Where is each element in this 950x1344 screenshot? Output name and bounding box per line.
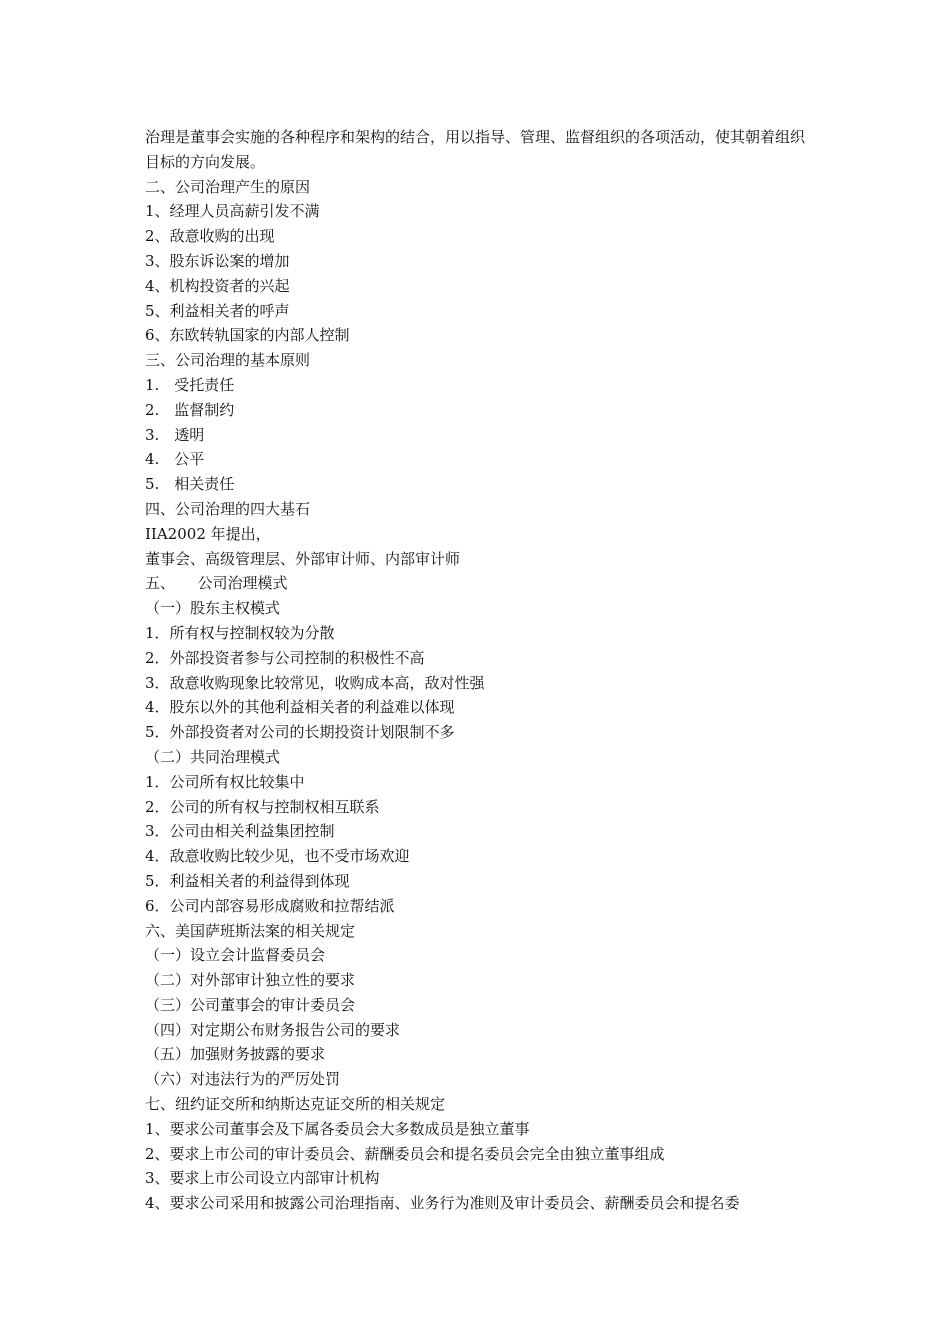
list-item: 6．公司内部容易形成腐败和拉帮结派	[145, 896, 395, 915]
section-heading: 二、公司治理产生的原因	[145, 177, 311, 196]
list-item: 5．利益相关者的利益得到体现	[145, 871, 350, 890]
list-item: 2、要求上市公司的审计委员会、薪酬委员会和提名委员会完全由独立董事组成	[145, 1144, 665, 1163]
list-item: 3、要求上市公司设立内部审计机构	[145, 1169, 380, 1188]
subsection-heading: （二）共同治理模式	[145, 747, 281, 766]
list-item: 2. 监督制约	[145, 400, 235, 419]
section-heading: 六、美国萨班斯法案的相关规定	[145, 921, 356, 940]
document-body	[145, 125, 810, 1216]
subsection-item: （四）对定期公布财务报告公司的要求	[145, 1020, 401, 1039]
list-item: 4. 公平	[145, 450, 205, 469]
subsection-item: （一）设立会计监督委员会	[145, 946, 326, 965]
list-item: 2、敌意收购的出现	[145, 227, 275, 246]
list-item: 2．公司的所有权与控制权相互联系	[145, 797, 380, 816]
list-item: 3．敌意收购现象比较常见，收购成本高，敌对性强	[145, 673, 485, 692]
subsection-item: （六）对违法行为的严厉处罚	[145, 1070, 341, 1089]
text-line: IIA2002 年提出，	[145, 524, 271, 543]
list-item: 1、要求公司董事会及下属各委员会大多数成员是独立董事	[145, 1119, 530, 1138]
list-item: 2．外部投资者参与公司控制的积极性不高	[145, 648, 425, 667]
list-item: 1．公司所有权比较集中	[145, 772, 305, 791]
list-item: 4、要求公司采用和披露公司治理指南、业务行为准则及审计委员会、薪酬委员会和提名委	[145, 1194, 740, 1213]
list-item: 4．股东以外的其他利益相关者的利益难以体现	[145, 698, 455, 717]
intro-paragraph: 治理是董事会实施的各种程序和架构的结合，用以指导、管理、监督组织的各项活动，使其朝着组织目标的方向发展。	[145, 128, 806, 171]
list-item: 3、股东诉讼案的增加	[145, 251, 290, 270]
list-item: 3．公司由相关利益集团控制	[145, 822, 335, 841]
list-item: 1．所有权与控制权较为分散	[145, 623, 335, 642]
list-item: 3. 透明	[145, 425, 205, 444]
subsection-item: （三）公司董事会的审计委员会	[145, 995, 356, 1014]
subsection-heading: （一）股东主权模式	[145, 599, 281, 618]
list-item: 5．外部投资者对公司的长期投资计划限制不多	[145, 723, 455, 742]
section-heading: 七、纽约证交所和纳斯达克证交所的相关规定	[145, 1095, 446, 1114]
section-heading: 三、公司治理的基本原则	[145, 351, 311, 370]
list-item: 1、经理人员高薪引发不满	[145, 202, 320, 221]
list-item: 4、机构投资者的兴起	[145, 276, 290, 295]
text-line: 董事会、高级管理层、外部审计师、内部审计师	[145, 549, 461, 568]
list-item: 1. 受托责任	[145, 375, 235, 394]
list-item: 6、东欧转轨国家的内部人控制	[145, 326, 350, 345]
section-heading: 四、公司治理的四大基石	[145, 499, 311, 518]
subsection-item: （五）加强财务披露的要求	[145, 1045, 326, 1064]
section-heading: 五、 公司治理模式	[145, 574, 288, 593]
list-item: 5、利益相关者的呼声	[145, 301, 290, 320]
list-item: 4．敌意收购比较少见，也不受市场欢迎	[145, 847, 410, 866]
list-item: 5. 相关责任	[145, 475, 235, 494]
subsection-item: （二）对外部审计独立性的要求	[145, 971, 356, 990]
